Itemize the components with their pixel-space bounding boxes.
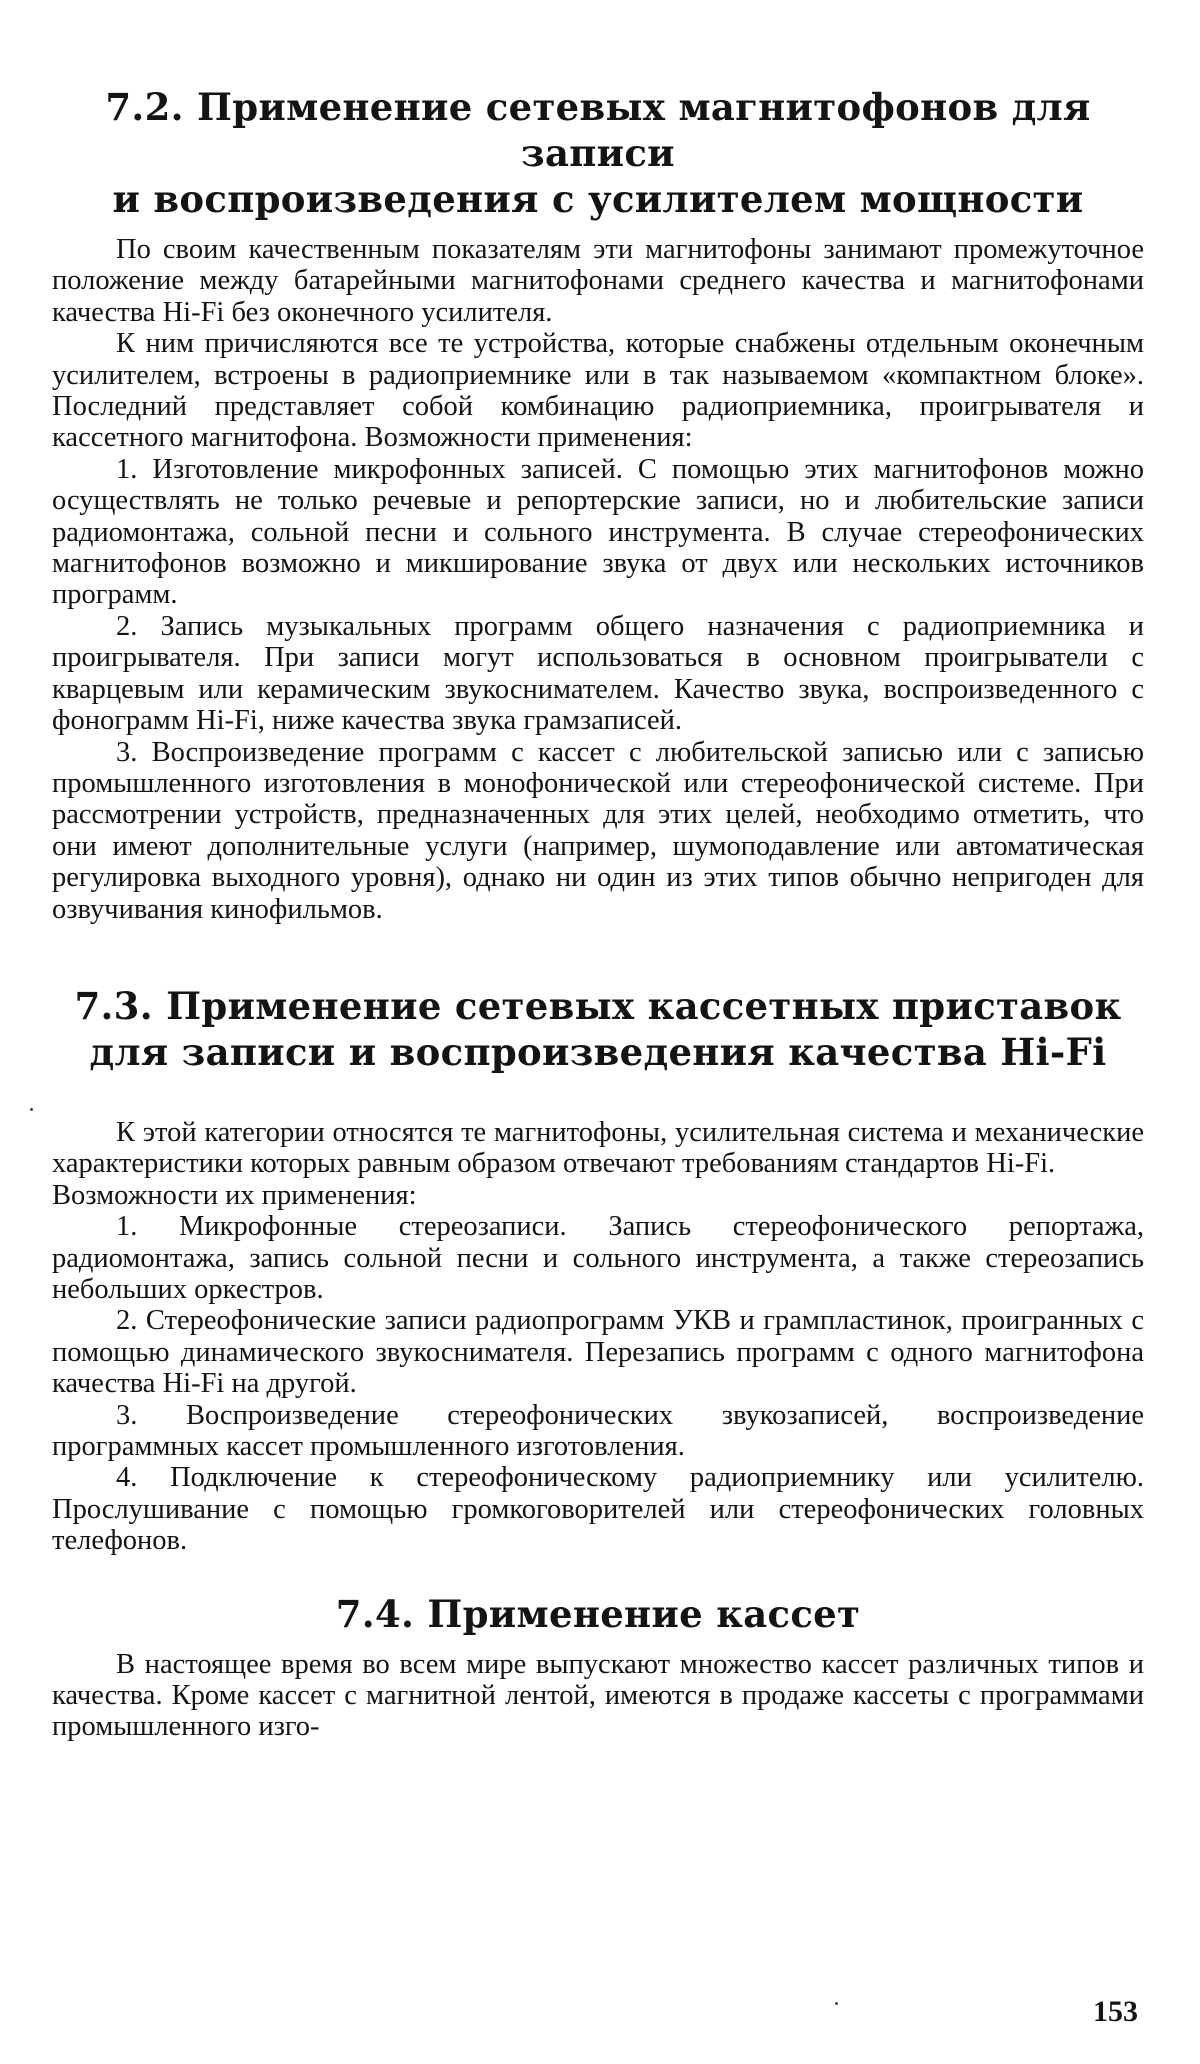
section-7-3-title: [52, 983, 1144, 1075]
book-page: [52, 84, 1144, 1743]
section-7-3-item-2: 2. Стереофонические записи радиопрограмм УКВ и грампластинок, проигранных с помощью динамического звукоснимателя. Перезапись программ с одного магнитофона качества Hi-Fi на другой.: [52, 1305, 1144, 1399]
section-7-4-title: [52, 1591, 1144, 1637]
section-7-3-item-1: 1. Микрофонные стереозаписи. Запись стереофонического репортажа, радиомонтажа, запись сольной песни и сольного инструмента, а также стереозапись небольших оркестров.: [52, 1211, 1144, 1305]
section-7-3-intro: К этой категории относятся те магнитофоны, усилительная система и механические характеристики которых равным образом отвечают требованиям стандартов Hi-Fi.: [52, 1117, 1144, 1180]
section-7-2-item-1: 1. Изготовление микрофонных записей. С помощью этих магнитофонов можно осуществлять не только речевые и репортерские записи, но и любительские записи радиомонтажа, сольной песни и сольного инструмента. В случае стереофонических магнитофонов возможно и микширование звука от двух или нескольких источников программ.: [52, 454, 1144, 611]
section-7-3-item-3: 3. Воспроизведение стереофонических звукозаписей, воспроизведение программных кассет промышленного изготовления.: [52, 1400, 1144, 1463]
section-7-2-title-line-1: 7.2. Применение сетевых магнитофонов для записи: [52, 84, 1144, 176]
section-7-3-title-line-1: 7.3. Применение сетевых кассетных приставок: [52, 983, 1144, 1029]
section-7-2-title-line-2: и воспроизведения с усилителем мощности: [52, 176, 1144, 222]
section-7-3-title-line-2: для записи и воспроизведения качества Hi-Fi: [52, 1029, 1144, 1075]
page-number: 153: [1093, 1995, 1138, 2029]
section-7-2-paragraph-2: К ним причисляются все те устройства, которые снабжены отдельным оконечным усилителем, встроены в радиоприемнике или в так называемом «компактном блоке». Последний представляет собой комбинацию радиоприемника, проигрывателя и кассетного магнитофона. Возможности применения:: [52, 328, 1144, 454]
section-7-2-paragraph-1: По своим качественным показателям эти магнитофоны занимают промежуточное положение между батарейными магнитофонами среднего качества и магнитофонами качества Hi-Fi без оконечного усилителя.: [52, 234, 1144, 328]
section-7-4-paragraph: В настоящее время во всем мире выпускают множество кассет различных типов и качества. Кроме кассет с магнитной лентой, имеются в продаже кассеты с программами промышленного изго-: [52, 1649, 1144, 1743]
section-7-2-title: [52, 84, 1144, 222]
section-7-2-item-2: 2. Запись музыкальных программ общего назначения с радиоприемника и проигрывателя. При записи могут использоваться в основном проигрыватели с кварцевым или керамическим звукоснимателем. Качество звука, воспроизведенного с фонограмм Hi-Fi, ниже качества звука грамзаписей.: [52, 611, 1144, 737]
section-7-3-possibilities: Возможности их применения:: [52, 1180, 1144, 1211]
section-7-3-item-4: 4. Подключение к стереофоническому радиоприемнику или усилителю. Прослушивание с помощью громкоговорителей или стереофонических головных телефонов.: [52, 1462, 1144, 1556]
scan-speck: [835, 2002, 838, 2005]
scan-speck: [30, 1108, 33, 1111]
section-7-4-title-line: 7.4. Применение кассет: [52, 1591, 1144, 1637]
section-7-2-item-3: 3. Воспроизведение программ с кассет с любительской записью или с записью промышленного изготовления в монофонической или стереофонической системе. При рассмотрении устройств, предназначенных для этих целей, необходимо отметить, что они имеют дополнительные услуги (например, шумоподавление или автоматическая регулировка выходного уровня), однако ни один из этих типов обычно непригоден для озвучивания кинофильмов.: [52, 737, 1144, 925]
